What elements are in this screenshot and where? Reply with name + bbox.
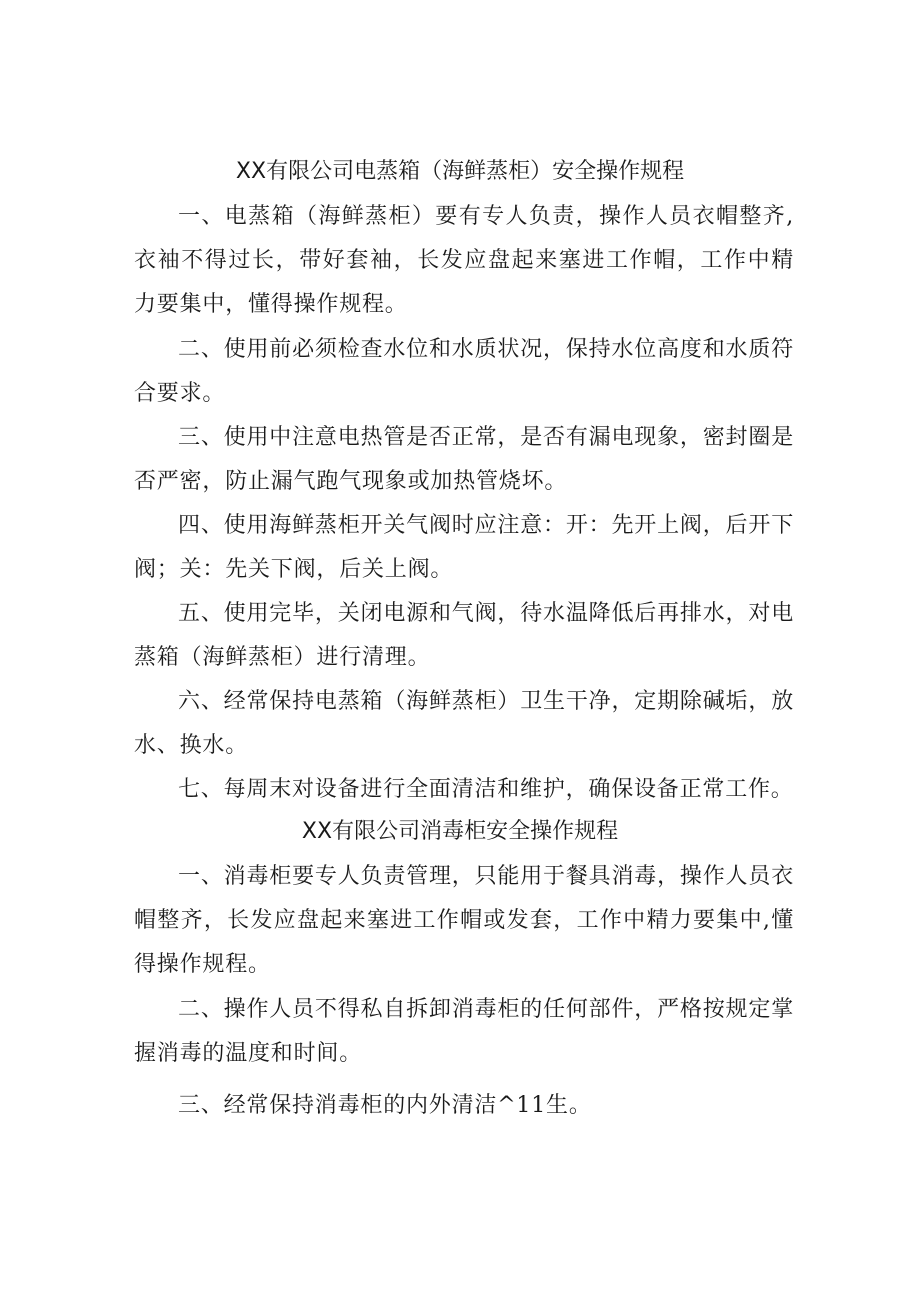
paragraph-disinfection-3: 三、经常保持消毒柜的内外清洁^11生。 xyxy=(178,1093,592,1118)
paragraph-steamer-7: 七、每周末对设备进行全面清洁和维护，确保设备正常工作。 xyxy=(178,777,794,802)
paragraph-steamer-4: 四、使用海鲜蒸柜开关气阀时应注意：开：先开上阀，后开下阀；关：先关下阀，后关上阀。 xyxy=(134,513,794,582)
paragraph-steamer-5: 五、使用完毕，关闭电源和气阀，待水温降低后再排水，对电蒸箱（海鲜蒸柜）进行清理。 xyxy=(134,601,794,670)
paragraph-disinfection-1: 一、消毒柜要专人负责管理，只能用于餐具消毒，操作人员衣帽整齐，长发应盘起来塞进工作帽或发套，工作中精力要集中,懂得操作规程。 xyxy=(134,864,794,977)
paragraph-steamer-6: 六、经常保持电蒸箱（海鲜蒸柜）卫生干净，定期除碱垢，放水、换水。 xyxy=(134,689,794,758)
paragraph-disinfection-2: 二、操作人员不得私自拆卸消毒柜的任何部件，严格按规定掌握消毒的温度和时间。 xyxy=(134,997,794,1066)
section-title-steamer: XX有限公司电蒸箱（海鲜蒸柜）安全操作规程 xyxy=(235,159,685,184)
paragraph-steamer-3: 三、使用中注意电热管是否正常，是否有漏电现象，密封圈是否严密，防止漏气跑气现象或加热管烧坏。 xyxy=(134,425,794,494)
paragraph-steamer-1: 一、电蒸箱（海鲜蒸柜）要有专人负责，操作人员衣帽整齐,衣袖不得过长，带好套袖，长发应盘起来塞进工作帽，工作中精力要集中，懂得操作规程。 xyxy=(134,204,794,317)
section-title-disinfection: XX有限公司消毒柜安全操作规程 xyxy=(301,819,619,844)
paragraph-steamer-2: 二、使用前必须检查水位和水质状况，保持水位高度和水质符合要求。 xyxy=(134,337,794,406)
